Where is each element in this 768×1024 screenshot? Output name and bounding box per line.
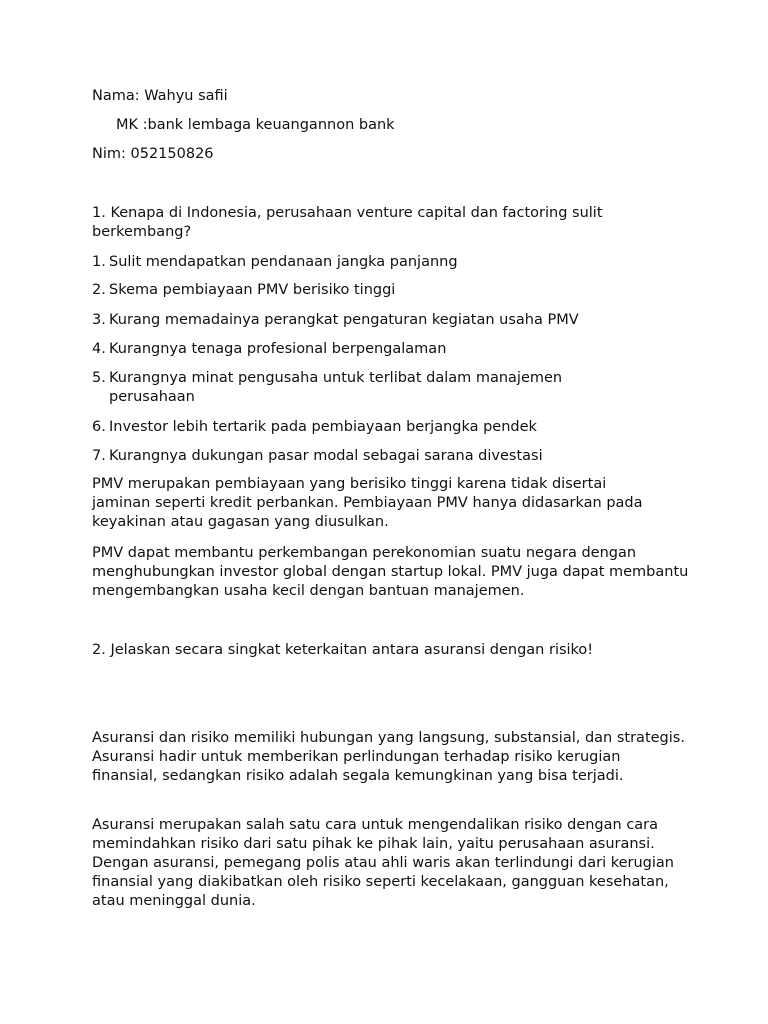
paragraph: PMV merupakan pembiayaan yang berisiko tinggi karena tidak disertai jaminan seperti kredit perbankan. Pembiayaan PMV hanya didasarkan pada keyakinan atau gagasan yang diusulkan. <box>92 476 643 530</box>
list-text: Kurangnya minat pengusaha untuk terlibat dalam manajemen perusahaan <box>109 370 563 405</box>
list-item <box>92 253 652 272</box>
list-number: 2. <box>92 282 106 298</box>
list-item <box>92 418 652 437</box>
list-number: 1. <box>92 254 106 270</box>
list-text: Skema pembiayaan PMV berisiko tinggi <box>109 282 396 298</box>
list-text: Sulit mendapatkan pendanaan jangka panjanng <box>109 254 458 270</box>
student-id: Nim: 052150826 <box>92 146 214 162</box>
paragraph: PMV dapat membantu perkembangan perekonomian suatu negara dengan menghubungkan investor global dengan startup lokal. PMV juga dapat membantu mengembangkan usaha kecil dengan bantuan manajemen. <box>92 545 689 599</box>
list-item <box>92 369 612 407</box>
list-text: Investor lebih tertarik pada pembiayaan berjangka pendek <box>109 419 537 435</box>
list-number: 7. <box>92 448 106 464</box>
list-number: 4. <box>92 341 106 357</box>
list-text: Kurangnya tenaga profesional berpengalaman <box>109 341 447 357</box>
list-item <box>92 340 652 359</box>
list-number: 6. <box>92 419 106 435</box>
list-text: Kurangnya dukungan pasar modal sebagai sarana divestasi <box>109 448 543 464</box>
list-number: 3. <box>92 312 106 328</box>
list-item <box>92 447 652 466</box>
course-name: MK :bank lembaga keuangannon bank <box>116 117 395 133</box>
question-2: 2. Jelaskan secara singkat keterkaitan antara asuransi dengan risiko! <box>92 642 594 658</box>
list-item <box>92 311 652 330</box>
list-number: 5. <box>92 370 106 386</box>
question-1: 1. Kenapa di Indonesia, perusahaan venture capital dan factoring sulit berkembang? <box>92 205 603 240</box>
student-name: Nama: Wahyu safii <box>92 88 228 104</box>
list-text: Kurang memadainya perangkat pengaturan kegiatan usaha PMV <box>109 312 579 328</box>
paragraph: Asuransi merupakan salah satu cara untuk mengendalikan risiko dengan cara memindahkan risiko dari satu pihak ke pihak lain, yaitu perusahaan asuransi. Dengan asuransi, pemegang polis atau ahli waris akan terlindungi dari kerugian finansial yang diakibatkan oleh risiko seperti kecelakaan, gangguan kesehatan, atau meninggal dunia. <box>92 817 674 909</box>
paragraph: Asuransi dan risiko memiliki hubungan yang langsung, substansial, dan strategis. Asuransi hadir untuk memberikan perlindungan terhadap risiko kerugian finansial, sedangkan risiko adalah segala kemungkinan yang bisa terjadi. <box>92 730 685 784</box>
list-item <box>92 281 652 300</box>
